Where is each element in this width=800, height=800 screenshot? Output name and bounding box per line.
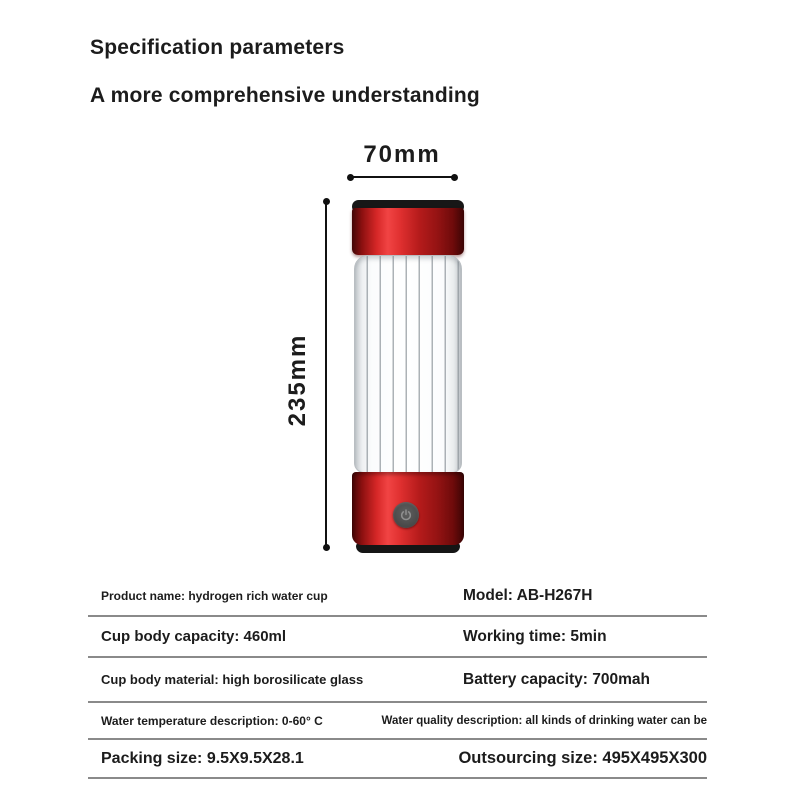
page-subtitle: A more comprehensive understanding [90, 84, 480, 107]
width-dimension-label: 70mm [363, 141, 441, 168]
table-row [88, 740, 707, 779]
spec-working-time: Working time: 5min [463, 627, 607, 645]
bottle-glass-body [354, 255, 462, 473]
table-row [88, 658, 707, 703]
bottle-cap [352, 208, 464, 255]
height-dimension-line [325, 200, 327, 549]
dimension-endpoint-dot [347, 174, 354, 181]
table-row [88, 703, 707, 740]
dimension-endpoint-dot [323, 544, 330, 551]
spec-cup-material: Cup body material: high borosilicate glass [101, 672, 364, 687]
table-row [88, 617, 707, 658]
spec-model: Model: AB-H267H [463, 587, 593, 604]
spec-cup-capacity: Cup body capacity: 460ml [101, 628, 287, 645]
power-button [393, 502, 419, 528]
dimension-endpoint-dot [323, 198, 330, 205]
page-title: Specification parameters [90, 36, 345, 59]
width-dimension-line [349, 176, 456, 178]
spec-product-name: Product name: hydrogen rich water cup [101, 589, 328, 603]
spec-packing-size: Packing size: 9.5X9.5X28.1 [101, 749, 304, 767]
height-dimension-label: 235mm [284, 333, 311, 427]
spec-water-quality: Water quality description: all kinds of drinking water can be [381, 714, 707, 727]
spec-table [88, 577, 707, 779]
spec-battery-capacity: Battery capacity: 700mah [463, 670, 650, 688]
spec-water-temperature: Water temperature description: 0-60° C [101, 713, 323, 728]
power-icon [399, 508, 413, 522]
spec-outsourcing-size: Outsourcing size: 495X495X300 [458, 749, 707, 767]
table-row [88, 577, 707, 617]
dimension-endpoint-dot [451, 174, 458, 181]
